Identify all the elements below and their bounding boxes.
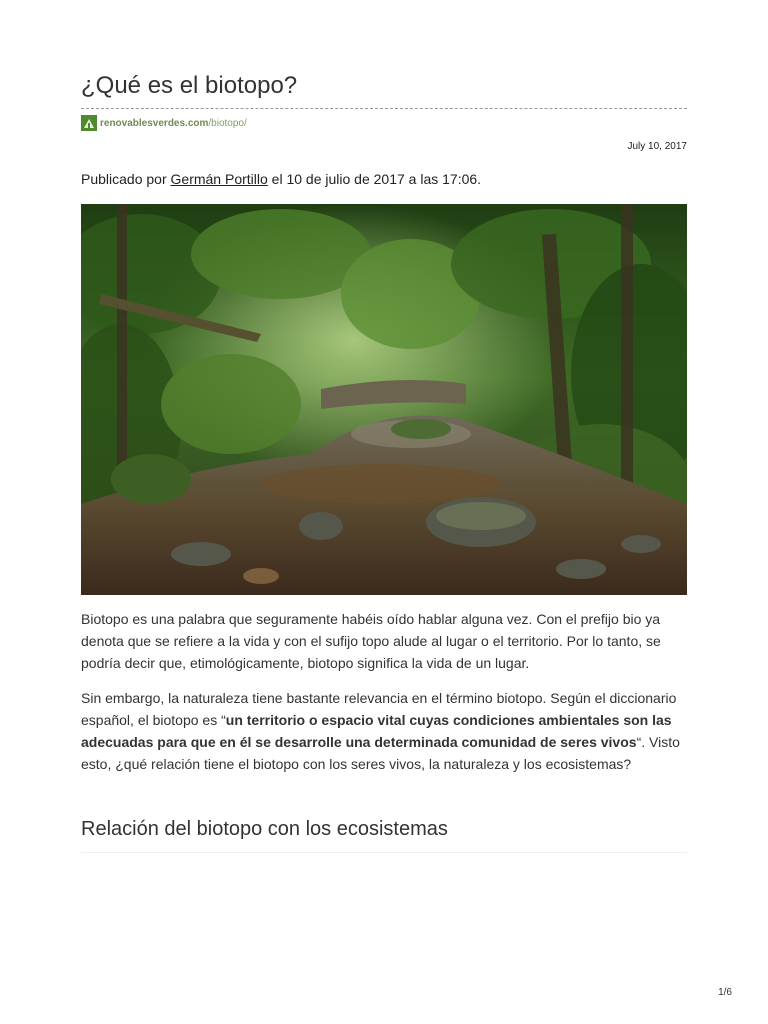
- author-link[interactable]: Germán Portillo: [170, 171, 268, 187]
- section-divider: [81, 852, 687, 853]
- source-link[interactable]: [81, 114, 247, 132]
- page-number: 1/6: [718, 987, 732, 998]
- paragraph-definition-text: Sin embargo, la naturaleza tiene bastante relevancia en el término biotopo. Según el diccionario español, el biotopo es “: [81, 690, 677, 728]
- byline-suffix: el 10 de julio de 2017 a las 17:06.: [267, 171, 482, 187]
- definition-quote: un territorio o espacio vital cuyas condiciones ambientales son las adecuadas para que en él se desarrolle una determinada comunidad de seres vivos: [81, 712, 672, 750]
- page-title: ¿Qué es el biotopo?: [81, 72, 298, 99]
- paragraph-definition: [81, 687, 691, 775]
- paragraph-definition-question: “. Visto esto, ¿qué relación tiene el biotopo con los seres vivos, la naturaleza y los ecosistemas?: [81, 734, 680, 772]
- publish-date: July 10, 2017: [627, 141, 687, 152]
- source-path: /biotopo/: [208, 117, 247, 129]
- byline: [81, 171, 481, 187]
- section-heading: Relación del biotopo con los ecosistemas: [81, 818, 448, 840]
- rainforest-stream-photo: [81, 204, 687, 595]
- source-domain: renovablesverdes.com: [100, 117, 209, 129]
- paragraph-intro: Biotopo es una palabra que seguramente habéis oído hablar alguna vez. Con el prefijo bio ya denota que se refiere a la vida y con el sufijo topo alude al lugar o el territorio. Por lo tanto, se podría decir que, etimológicamente, biotopo significa la vida de un lugar.: [81, 611, 661, 671]
- site-favicon-icon: [81, 115, 97, 131]
- byline-prefix: Publicado por: [81, 171, 171, 187]
- title-divider: [81, 108, 687, 109]
